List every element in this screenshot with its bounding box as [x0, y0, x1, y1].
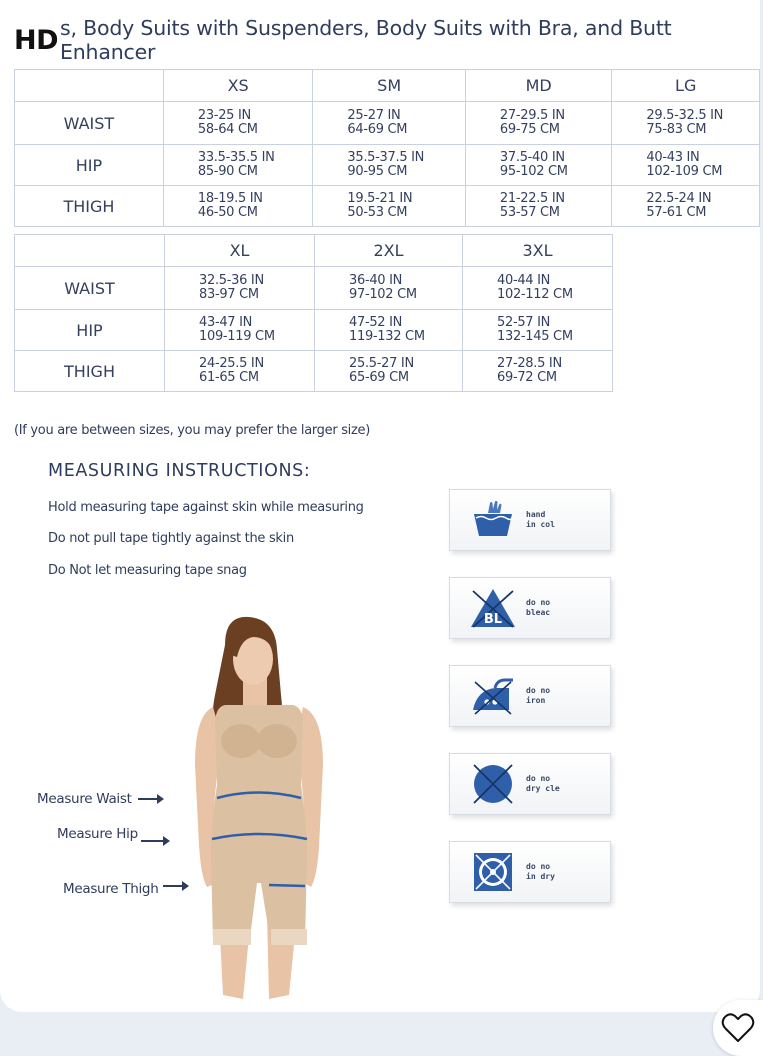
- measure-cell: 40-43 IN 102-109 CM: [612, 145, 760, 186]
- care-label-do-not-dry-clean: [449, 753, 611, 815]
- row-label: HIP: [15, 310, 165, 351]
- measure-cell: 33.5-35.5 IN 85-90 CM: [163, 145, 313, 186]
- care-label-text: do no bleac: [526, 598, 551, 617]
- measure-cell: 40-44 IN 102-112 CM: [463, 267, 613, 310]
- instruction-line: Do not pull tape tightly against the skin: [48, 531, 294, 546]
- image-title: [14, 16, 760, 64]
- size-header: XS: [163, 70, 313, 102]
- row-label: WAIST: [15, 102, 164, 145]
- instruction-line: Hold measuring tape against skin while measuring: [48, 500, 364, 515]
- care-label-text: do no dry cle: [526, 774, 560, 793]
- do-not-dry-clean-icon: [468, 762, 518, 806]
- measure-thigh-label: Measure Thigh: [63, 881, 159, 897]
- heart-outline-icon: [721, 1012, 755, 1044]
- measure-hip-label: Measure Hip: [57, 826, 138, 842]
- size-chart-title: s, Body Suits with Suspenders, Body Suits with Bra, and Butt Enhancer: [60, 16, 672, 64]
- favorite-button[interactable]: [713, 1000, 763, 1056]
- bleach-symbol-text: BL: [483, 612, 503, 627]
- measure-cell: 24-25.5 IN 61-65 CM: [165, 351, 315, 392]
- measure-cell: 43-47 IN 109-119 CM: [165, 310, 315, 351]
- arrow-icon: [141, 840, 168, 842]
- table-row-waist: [15, 267, 613, 310]
- measure-cell: 37.5-40 IN 95-102 CM: [465, 145, 611, 186]
- row-label: HIP: [15, 145, 164, 186]
- size-header-row: [15, 70, 760, 102]
- measure-cell: 36-40 IN 97-102 CM: [315, 267, 463, 310]
- measure-cell: 27-28.5 IN 69-72 CM: [463, 351, 613, 392]
- instructions-heading: MEASURING INSTRUCTIONS:: [48, 461, 311, 481]
- table-row-thigh: [15, 186, 760, 227]
- measure-waist-label: Measure Waist: [37, 791, 132, 807]
- care-label-text: do no in dry: [526, 862, 555, 881]
- table-row-hip: [15, 310, 613, 351]
- measure-cell: 35.5-37.5 IN 90-95 CM: [313, 145, 466, 186]
- table-row-hip: [15, 145, 760, 186]
- measure-cell: 27-29.5 IN 69-75 CM: [465, 102, 611, 145]
- measure-cell: 18-19.5 IN 46-50 CM: [163, 186, 313, 227]
- row-label: THIGH: [15, 186, 164, 227]
- table-row-thigh: [15, 351, 613, 392]
- size-table-xs-lg: [14, 69, 760, 227]
- care-label-hand-wash: [449, 489, 611, 551]
- measure-cell: 29.5-32.5 IN 75-83 CM: [612, 102, 760, 145]
- measure-cell: 25-27 IN 64-69 CM: [313, 102, 466, 145]
- size-header: 2XL: [315, 235, 463, 267]
- care-label-text: do no iron: [526, 686, 551, 705]
- instruction-line: Do Not let measuring tape snag: [48, 563, 247, 578]
- hd-badge: HD: [14, 24, 59, 56]
- size-header: SM: [313, 70, 466, 102]
- care-label-do-not-iron: [449, 665, 611, 727]
- size-table-xl-3xl: [14, 234, 613, 392]
- row-label: THIGH: [15, 351, 165, 392]
- do-not-tumble-dry-icon: [468, 850, 518, 894]
- care-label-do-not-tumble-dry: [449, 841, 611, 903]
- model-figure: [185, 615, 335, 1005]
- arrow-icon: [163, 885, 187, 887]
- size-header: 3XL: [463, 235, 613, 267]
- do-not-bleach-icon: [468, 586, 518, 630]
- measure-cell: 23-25 IN 58-64 CM: [163, 102, 313, 145]
- corner-cell: [15, 70, 164, 102]
- measure-cell: 25.5-27 IN 65-69 CM: [315, 351, 463, 392]
- care-label-do-not-bleach: [449, 577, 611, 639]
- size-header: LG: [612, 70, 760, 102]
- measure-cell: 19.5-21 IN 50-53 CM: [313, 186, 466, 227]
- row-label: WAIST: [15, 267, 165, 310]
- care-label-text: hand in col: [526, 510, 555, 529]
- measure-cell: 52-57 IN 132-145 CM: [463, 310, 613, 351]
- sizing-note: (If you are between sizes, you may prefer the larger size): [14, 423, 370, 438]
- measure-cell: 47-52 IN 119-132 CM: [315, 310, 463, 351]
- measure-cell: 32.5-36 IN 83-97 CM: [165, 267, 315, 310]
- table-row-waist: [15, 102, 760, 145]
- corner-cell: [15, 235, 165, 267]
- arrow-icon: [138, 798, 162, 800]
- size-header: XL: [165, 235, 315, 267]
- hand-wash-icon: [468, 498, 518, 542]
- measure-cell: 21-22.5 IN 53-57 CM: [465, 186, 611, 227]
- measure-cell: 22.5-24 IN 57-61 CM: [612, 186, 760, 227]
- size-header: MD: [465, 70, 611, 102]
- size-header-row: [15, 235, 613, 267]
- do-not-iron-icon: [468, 674, 518, 718]
